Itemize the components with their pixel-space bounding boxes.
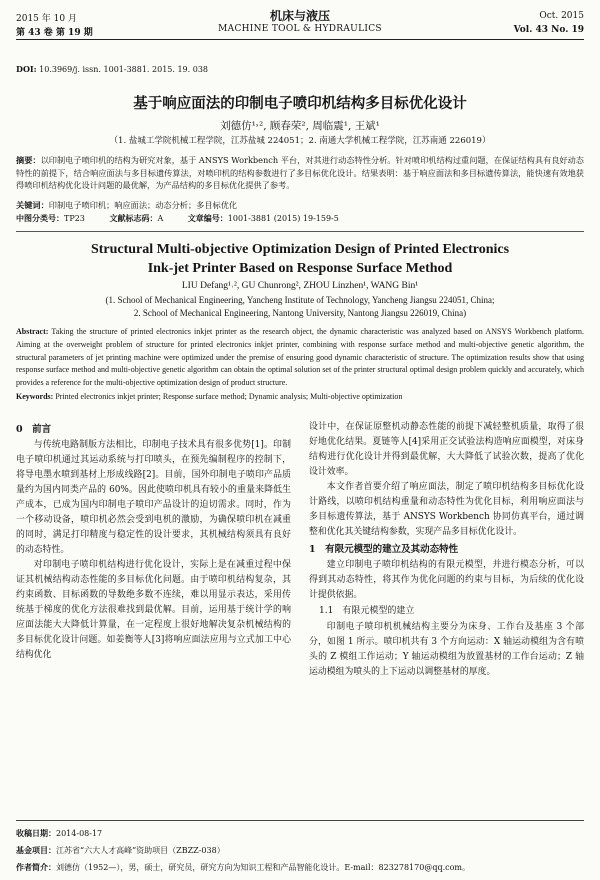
paragraph: 本文作者首要介绍了响应面法，制定了喷印机结构多目标优化设计路线，以喷印机结构重量和动态特性为优化目标，利用响应面法与多目标遗传算法，基于 ANSYS Workbench 协同仿真平台，通过调整和优化其关键结构参数，实现产品多目标优化设计。 (309, 481, 584, 537)
body-text (16, 420, 584, 680)
keywords-cn-text: 印制电子喷印机；响应面法；动态分析；多目标优化 (48, 199, 238, 210)
title-en (16, 240, 584, 278)
doi-value[interactable]: 10.3969/j. issn. 1001-3881. 2015. 19. 038 (39, 65, 208, 74)
section-1-heading: 1 有限元模型的建立及其动态特性 (309, 543, 459, 555)
footnotes (16, 820, 584, 876)
running-header (16, 0, 584, 40)
doi-line (16, 64, 584, 76)
volume-cn: 第 43 卷 第 19 期 (16, 28, 93, 38)
paragraph: 对印制电子喷印机结构进行优化设计，实际上是在减重过程中保证其机械结构动态性能的多目标优化问题。由于喷印机结构复杂，其约束函数、目标函数的导数绝多数不连续，难以用显示表达，采用传统基于梯度的优化方法很难找到最优解。目前，运用基于统计学的响应面法能大大降低计算量，在一定程度上很好地解决复杂机械结构的多目标优化设计问题。如姜衡等人[3]将响应面法应用与立式加工中心结构优化 (16, 559, 291, 660)
journal-name-en: MACHINE TOOL & HYDRAULICS (218, 24, 382, 34)
issue-date-en: Oct. 2015 (539, 11, 584, 21)
fund-info (16, 842, 584, 859)
keywords-en (16, 391, 584, 404)
article-no-value: 1001-3881 (2015) 19-159-5 (227, 214, 339, 224)
affiliation-en-line1: (1. School of Mechanical Engineering, Yancheng Institute of Technology, Yancheng Jiangsu 224051, China; (105, 295, 495, 306)
issue-date-cn: 2015 年 10 月 (16, 14, 77, 24)
article-no-label: 文章编号： (187, 213, 228, 224)
section-0-heading: 0 前言 (16, 423, 52, 435)
received-label: 收稿日期： (16, 828, 56, 838)
keywords-en-text: Printed electronics inkjet printer; Response surface method; Dynamic analysis; Multi-objective optimization (55, 392, 403, 402)
authors-en: LIU Defang¹˒², GU Chunrong², ZHOU Linzhen¹, WANG Bin¹ (181, 281, 419, 292)
keywords-cn-label: 关键词： (16, 199, 49, 210)
title-en-line1: Structural Multi-objective Optimization Design of Printed Electronics (90, 242, 510, 258)
keywords-en-label: Keywords: (16, 392, 54, 402)
affiliation-cn: （1. 盐城工学院机械工程学院，江苏盐城 224051；2. 南通大学机械工程学院，江苏南通 226019） (109, 136, 491, 146)
abstract-cn-label: 摘要： (16, 155, 41, 165)
abstract-en-text: Taking the structure of printed electronics inkjet printer as the research object, the dynamic characteristic was analyzed based on ANSYS Workbench platform. Aiming at the overweight problem of structure for printed electronics inkjet printer, combining with response surface method and multi-objective genetic algorithm, the structural parameters of jet printing machine were optimized under the premise of ensuring good dynamic characteristic of structure. The optimization results show that using response surface method and multi-objective genetic algorithm can obtain the optimal solution set of the printer structural optimal design problem quickly and accurately, which provides a reference for the multi-objective optimization design of product structure. (16, 327, 584, 387)
doc-code-value: A (157, 214, 164, 224)
author-bio-value: 刘德仿（1952—），男，硕士，研究员，研究方向为知识工程和产品智能化设计。E-mail：823278170@qq.com。 (56, 863, 470, 872)
received-value: 2014-08-17 (56, 829, 103, 838)
authors-cn: 刘德仿¹˒², 顾春荣², 周临震¹, 王斌¹ (220, 120, 380, 132)
author-bio-label: 作者简介： (16, 862, 56, 872)
doc-code-label: 文献标志码： (109, 213, 158, 224)
classification-line (16, 213, 584, 227)
paragraph: 与传统电路制版方法相比，印制电子技术具有很多优势[1]。印制电子喷印机通过其运动系统与打印喷头，在预先编制程序的控制下，将导电墨水喷到基材上形成线路[2]。目前，国外印制电子喷印产品质量约为国内同类产品的 60%。因此使喷印机具有较小的重量来降低生产成本，已成为国内印制电子喷印产品设计的迫切需求。同时，作为一个移动设备，喷印机必然会受到电机的激励，为确保喷印机在减重的同时，满足打印精度与稳定性的设计要求，其机械结构须具有良好的动态特性。 (16, 439, 291, 555)
keywords-cn (16, 199, 584, 212)
clc-value: TP23 (64, 214, 85, 224)
author-bio (16, 859, 584, 876)
right-column (309, 420, 584, 680)
clc-label: 中图分类号： (16, 213, 64, 224)
fund-label: 基金项目： (16, 845, 56, 855)
divider (16, 231, 584, 232)
abstract-en (16, 326, 584, 389)
affiliation-en-line2: 2. School of Mechanical Engineering, Nantong University, Nantong Jiangsu 226019, China) (133, 308, 467, 319)
paragraph: 印制电子喷印机机械结构主要分为床身、工作台及基座 3 个部分，如图 1 所示。喷印机共有 3 个方向运动：X 轴运动模组为含有喷头的 Z 模组工作运动；Y 轴运动模组为放置基材的工作台运动；Z 轴运动模组为喷头的上下运动以调整基材的厚度。 (309, 621, 584, 677)
doi-label: DOI: (16, 64, 37, 74)
journal-name-cn: 机床与液压 (269, 9, 330, 23)
abstract-cn (16, 154, 584, 192)
affiliation-en (16, 294, 584, 320)
left-column (16, 420, 291, 680)
subsection-1-1-heading: 1.1 有限元模型的建立 (319, 605, 415, 616)
volume-en: Vol. 43 No. 19 (513, 25, 584, 35)
fund-value: 江苏省“六大人才高峰”资助项目（ZBZZ-038） (56, 846, 225, 855)
received-date (16, 825, 584, 842)
abstract-cn-text: 以印制电子喷印机的结构为研究对象，基于 ANSYS Workbench 平台，对其进行动态特性分析。针对喷印机结构过重问题，在保证结构具有良好动态特性的前提下，结合响应面法与多目标遗传算法，对喷印机的结构参数进行了多目标优化设计。结果表明：基于响应面法和多目标遗传算法，能快速有效地获得喷印机结构优化设计问题的最优解，为产品结构的多目标优化提供了参考。 (16, 155, 584, 191)
abstract-en-label: Abstract: (16, 327, 49, 337)
title-en-line2: Ink-jet Printer Based on Response Surface Method (147, 261, 453, 277)
title-cn: 基于响应面法的印制电子喷印机结构多目标优化设计 (133, 95, 467, 112)
paragraph: 设计中，在保证原整机动静态性能的前提下减轻整机质量，取得了很好地优化结果。夏链等人[4]采用正交试验法构造响应面模型，对床身结构进行优化设计并得到最优解，大大降低了试验次数，提高了优化设计效率。 (309, 421, 584, 477)
paragraph: 建立印制电子喷印机结构的有限元模型，并进行模态分析，可以得到其动态特性，将其作为优化问题的约束与目标，为后续的优化设计提供依据。 (309, 559, 584, 600)
